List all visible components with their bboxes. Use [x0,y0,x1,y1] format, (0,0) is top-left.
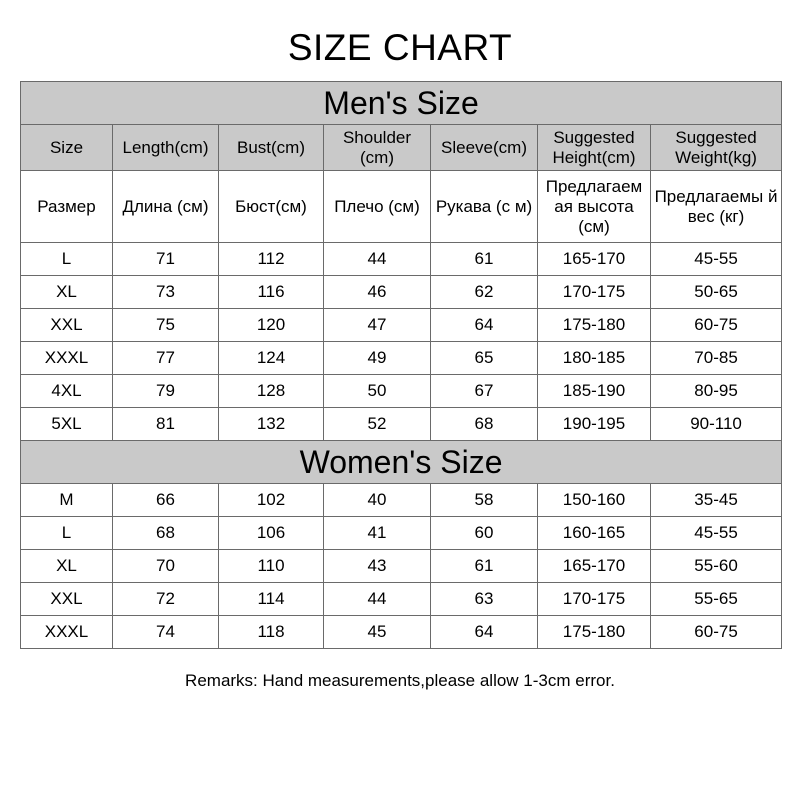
table-cell: 44 [324,243,431,276]
table-cell: 170-175 [538,276,651,309]
mens-header-russian [21,171,782,243]
size-chart-table [20,81,782,649]
table-cell: 65 [431,342,538,375]
womens-size-row [21,484,782,517]
table-cell: 68 [431,408,538,441]
womens-size-label: Women's Size [21,441,782,484]
table-cell: 61 [431,243,538,276]
table-cell: 46 [324,276,431,309]
table-cell: 160-165 [538,517,651,550]
column-header-bust-ru: Бюст(см) [219,171,324,243]
table-cell: 75 [113,309,219,342]
table-cell: 60-75 [651,616,782,649]
womens-size-row [21,616,782,649]
table-cell: 120 [219,309,324,342]
table-cell: 80-95 [651,375,782,408]
table-cell: XL [21,276,113,309]
table-cell: 170-175 [538,583,651,616]
womens-size-section-header [21,441,782,484]
table-cell: L [21,243,113,276]
table-cell: 40 [324,484,431,517]
table-cell: 52 [324,408,431,441]
table-cell: 50 [324,375,431,408]
mens-size-row [21,375,782,408]
size-chart-body [21,82,782,649]
table-cell: 63 [431,583,538,616]
table-cell: 55-60 [651,550,782,583]
column-header-length-ru: Длина (см) [113,171,219,243]
table-cell: L [21,517,113,550]
table-cell: 90-110 [651,408,782,441]
column-header-sleeve: Sleeve(cm) [431,125,538,171]
table-cell: 62 [431,276,538,309]
table-cell: M [21,484,113,517]
table-cell: 165-170 [538,550,651,583]
column-header-size-ru: Размер [21,171,113,243]
table-cell: XL [21,550,113,583]
table-cell: 43 [324,550,431,583]
table-cell: 67 [431,375,538,408]
table-cell: 68 [113,517,219,550]
mens-size-row [21,408,782,441]
table-cell: 110 [219,550,324,583]
table-cell: 102 [219,484,324,517]
table-cell: 116 [219,276,324,309]
table-cell: XXXL [21,342,113,375]
column-header-shoulder-ru: Плечо (см) [324,171,431,243]
table-cell: 44 [324,583,431,616]
table-cell: 190-195 [538,408,651,441]
table-cell: 185-190 [538,375,651,408]
column-header-height-ru: Предлагаем ая высота (см) [538,171,651,243]
remarks-note: Remarks: Hand measurements,please allow 1-3cm error. [185,671,615,690]
column-header-height: Suggested Height(cm) [538,125,651,171]
table-cell: 128 [219,375,324,408]
table-cell: 60 [431,517,538,550]
table-cell: 175-180 [538,309,651,342]
table-cell: 61 [431,550,538,583]
table-cell: 72 [113,583,219,616]
table-cell: 79 [113,375,219,408]
table-cell: 41 [324,517,431,550]
table-cell: XXL [21,309,113,342]
table-cell: 74 [113,616,219,649]
table-cell: 55-65 [651,583,782,616]
womens-size-row [21,550,782,583]
table-cell: 64 [431,309,538,342]
mens-size-row [21,309,782,342]
table-cell: 49 [324,342,431,375]
column-header-length: Length(cm) [113,125,219,171]
table-cell: XXL [21,583,113,616]
table-cell: 66 [113,484,219,517]
mens-header-english [21,125,782,171]
table-cell: 58 [431,484,538,517]
mens-size-row [21,243,782,276]
table-cell: 45-55 [651,243,782,276]
womens-size-row [21,517,782,550]
column-header-sleeve-ru: Рукава (с м) [431,171,538,243]
table-cell: 5XL [21,408,113,441]
womens-size-row [21,583,782,616]
table-cell: 47 [324,309,431,342]
mens-size-section-header [21,82,782,125]
table-cell: 70-85 [651,342,782,375]
table-cell: 60-75 [651,309,782,342]
mens-size-label: Men's Size [21,82,782,125]
column-header-weight-ru: Предлагаемы й вес (кг) [651,171,782,243]
table-cell: 35-45 [651,484,782,517]
table-cell: 180-185 [538,342,651,375]
table-cell: 118 [219,616,324,649]
table-cell: XXXL [21,616,113,649]
table-cell: 124 [219,342,324,375]
table-cell: 132 [219,408,324,441]
table-cell: 4XL [21,375,113,408]
table-cell: 106 [219,517,324,550]
table-cell: 112 [219,243,324,276]
table-cell: 64 [431,616,538,649]
column-header-bust: Bust(cm) [219,125,324,171]
table-cell: 165-170 [538,243,651,276]
column-header-shoulder: Shoulder (cm) [324,125,431,171]
table-cell: 50-65 [651,276,782,309]
table-cell: 45-55 [651,517,782,550]
page-title: SIZE CHART [287,27,513,68]
table-cell: 77 [113,342,219,375]
mens-size-row [21,342,782,375]
table-cell: 45 [324,616,431,649]
mens-size-row [21,276,782,309]
table-cell: 73 [113,276,219,309]
table-cell: 150-160 [538,484,651,517]
table-cell: 70 [113,550,219,583]
table-cell: 81 [113,408,219,441]
column-header-weight: Suggested Weight(kg) [651,125,782,171]
table-cell: 71 [113,243,219,276]
table-cell: 175-180 [538,616,651,649]
column-header-size: Size [21,125,113,171]
table-cell: 114 [219,583,324,616]
